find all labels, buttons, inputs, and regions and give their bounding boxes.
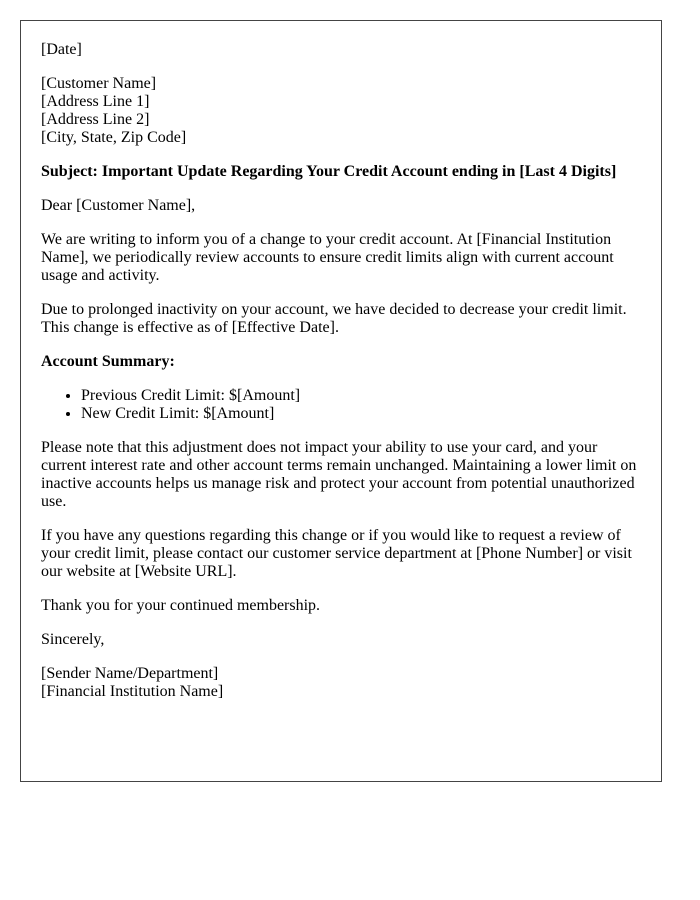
- date: [Date]: [41, 41, 82, 58]
- recipient-address: [41, 75, 641, 147]
- address-line: [Address Line 1]: [41, 93, 150, 110]
- paragraph: Thank you for your continued membership.: [41, 597, 321, 614]
- address-line: [Customer Name]: [41, 75, 157, 92]
- summary-item: • New Credit Limit: $[Amount]: [81, 405, 641, 423]
- paragraph: If you have any questions regarding this change or if you would like to request a review of your credit limit, please contact our customer service department at [Phone Number] or visit our website at [Website URL].: [41, 527, 632, 580]
- signature-line: [Financial Institution Name]: [41, 683, 224, 700]
- subject: Subject: Important Update Regarding Your Credit Account ending in [Last 4 Digits]: [41, 163, 617, 180]
- closing: Sincerely,: [41, 631, 105, 648]
- address-line: [City, State, Zip Code]: [41, 129, 187, 146]
- greeting: Dear [Customer Name],: [41, 197, 196, 214]
- paragraph: We are writing to inform you of a change to your credit account. At [Financial Institution Name], we periodically review accounts to ensure credit limits align with current account usage and activity.: [41, 231, 614, 284]
- address-line: [Address Line 2]: [41, 111, 150, 128]
- paragraph: Due to prolonged inactivity on your account, we have decided to decrease your credit limit. This change is effective as of [Effective Date].: [41, 301, 627, 336]
- paragraph: Please note that this adjustment does not impact your ability to use your card, and your current interest rate and other account terms remain unchanged. Maintaining a lower limit on inactive accounts helps us manage risk and protect your account from potential unauthorized use.: [41, 439, 637, 510]
- summary-item: • Previous Credit Limit: $[Amount]: [81, 387, 641, 405]
- summary-heading: Account Summary:: [41, 353, 175, 370]
- summary-list: [41, 387, 641, 423]
- letter: [20, 20, 662, 782]
- signature: [41, 665, 641, 701]
- signature-line: [Sender Name/Department]: [41, 665, 219, 682]
